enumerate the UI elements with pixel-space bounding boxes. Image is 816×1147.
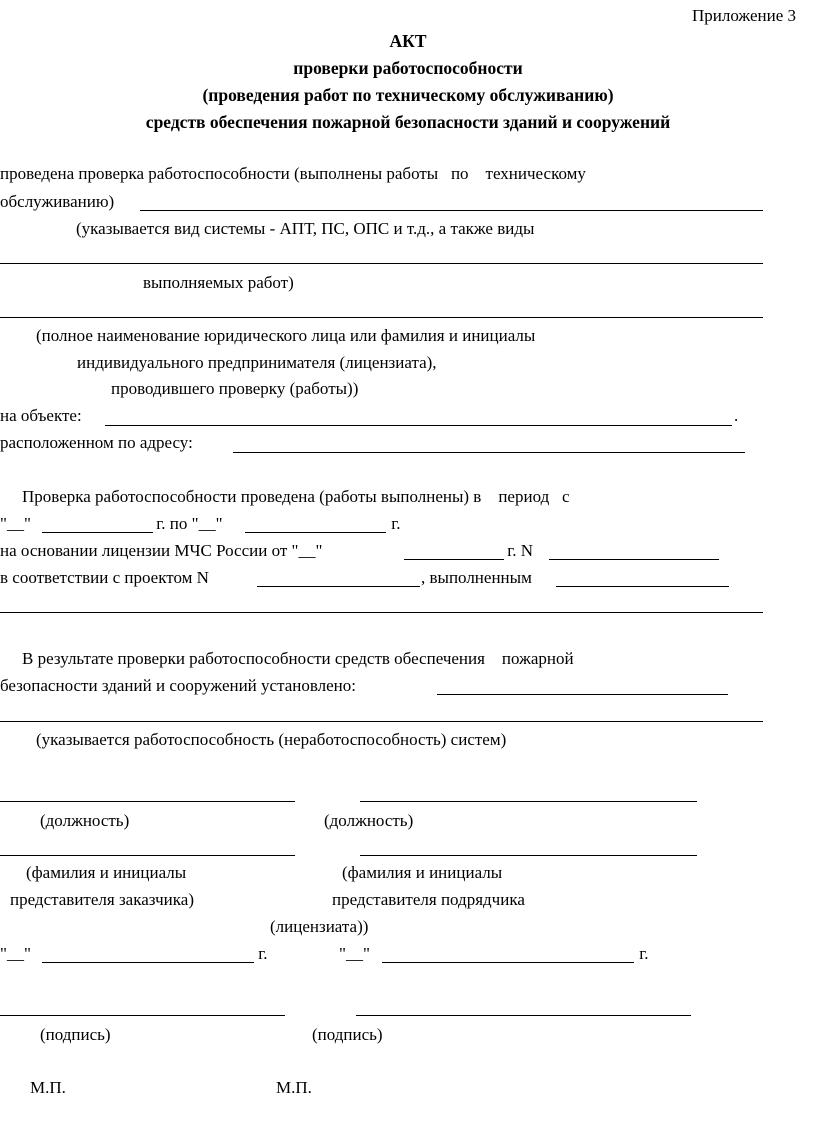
sign-left-field[interactable] <box>0 1015 285 1016</box>
name-right-hint-1: (фамилия и инициалы <box>342 863 503 882</box>
object-label: на объекте: <box>0 406 86 425</box>
result-field[interactable] <box>437 694 728 695</box>
name-right-hint-3: (лицензиата)) <box>270 917 369 936</box>
performed-label: , выполненным <box>421 568 537 587</box>
entity-hint-3: проводившего проверку (работы)) <box>111 379 359 398</box>
date-left-year: г. <box>254 944 268 963</box>
result-line-2: безопасности зданий и сооружений установлено: <box>0 676 361 695</box>
works-field[interactable] <box>0 263 763 264</box>
performer-extra-field[interactable] <box>0 612 763 613</box>
date-left-label: "__" <box>0 944 36 963</box>
intro-line-2: обслуживанию) <box>0 192 119 211</box>
works-hint: выполняемых работ) <box>143 273 294 292</box>
performer-field[interactable] <box>556 586 729 587</box>
doc-subtitle-3: средств обеспечения пожарной безопасности зданий и сооружений <box>145 112 671 132</box>
sign-right-hint: (подпись) <box>312 1025 383 1044</box>
sign-left-hint: (подпись) <box>40 1025 111 1044</box>
intro-line-1: проведена проверка работоспособности (выполнены работы по техническому <box>0 164 586 183</box>
date-right-field[interactable] <box>382 962 634 963</box>
period-year-end: г. <box>387 514 401 533</box>
system-type-hint: (указывается вид системы - АПТ, ПС, ОПС и т.д., а также виды <box>76 219 535 238</box>
result-extra-field[interactable] <box>0 721 763 722</box>
date-left-field[interactable] <box>42 962 254 963</box>
stamp-right: М.П. <box>276 1078 312 1097</box>
period-line: Проверка работоспособности проведена (работы выполнены) в период с <box>22 487 570 506</box>
date-right-year: г. <box>635 944 649 963</box>
project-number-field[interactable] <box>257 586 420 587</box>
entity-hint-2: индивидуального предпринимателя (лицензиата), <box>77 353 437 372</box>
system-type-field[interactable] <box>140 210 763 211</box>
address-field[interactable] <box>233 452 745 453</box>
sign-right-field[interactable] <box>356 1015 691 1016</box>
result-hint: (указывается работоспособность (неработоспособность) систем) <box>36 730 507 749</box>
stamp-left: М.П. <box>30 1078 66 1097</box>
result-line-1: В результате проверки работоспособности средств обеспечения пожарной <box>22 649 574 668</box>
doc-subtitle-2: (проведения работ по техническому обслуживанию) <box>202 85 614 105</box>
name-left-hint-2: представителя заказчика) <box>10 890 194 909</box>
entity-hint-1: (полное наименование юридического лица или фамилия и инициалы <box>36 326 536 345</box>
license-date-field[interactable] <box>404 559 504 560</box>
name-left-field[interactable] <box>0 855 295 856</box>
license-no-label: г. N <box>503 541 538 560</box>
position-left-hint: (должность) <box>40 811 130 830</box>
doc-subtitle-1: проверки работоспособности <box>293 58 523 78</box>
project-label: в соответствии с проектом N <box>0 568 214 587</box>
object-end: . <box>734 406 739 425</box>
name-left-hint-1: (фамилия и инициалы <box>26 863 187 882</box>
period-end-field[interactable] <box>245 532 386 533</box>
appendix-label: Приложение 3 <box>692 6 796 25</box>
position-right-field[interactable] <box>360 801 697 802</box>
license-number-field[interactable] <box>549 559 719 560</box>
doc-title: АКТ <box>389 31 427 51</box>
period-to: г. по "__" <box>152 514 227 533</box>
period-start-field[interactable] <box>42 532 153 533</box>
address-label: расположенном по адресу: <box>0 433 198 452</box>
license-label: на основании лицензии МЧС России от "__" <box>0 541 327 560</box>
entity-field[interactable] <box>0 317 763 318</box>
object-field[interactable] <box>105 425 732 426</box>
period-date-open: "__" <box>0 514 36 533</box>
position-right-hint: (должность) <box>324 811 414 830</box>
position-left-field[interactable] <box>0 801 295 802</box>
name-right-hint-2: представителя подрядчика <box>332 890 525 909</box>
name-right-field[interactable] <box>360 855 697 856</box>
date-right-label: "__" <box>339 944 375 963</box>
